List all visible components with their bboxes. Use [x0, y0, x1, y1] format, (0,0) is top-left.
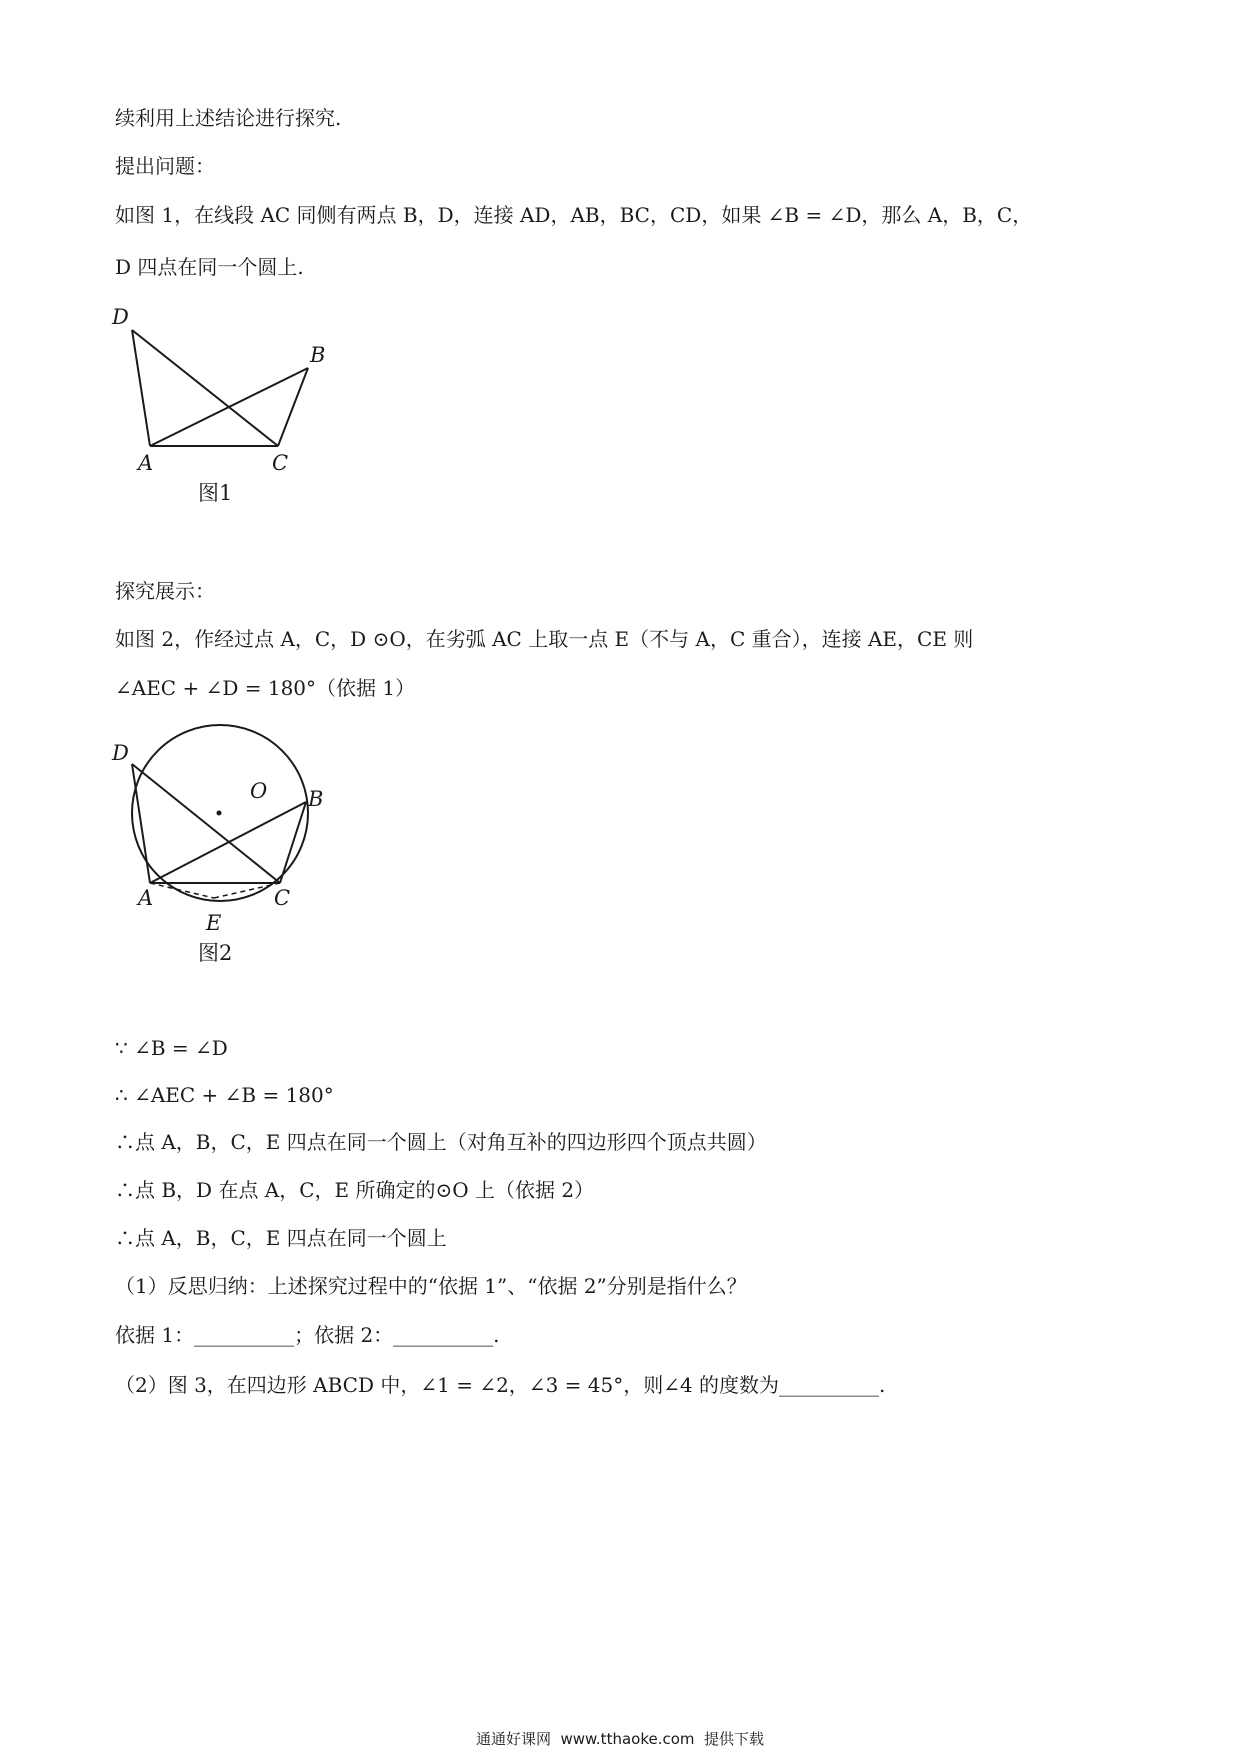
text-line-10: ∴点 A，B，C，E 四点在同一个圆上（对角互补的四边形四个顶点共圆）	[115, 1130, 767, 1154]
label-D: D	[112, 305, 129, 329]
segment-DA	[132, 764, 150, 883]
segment-AB	[150, 368, 308, 446]
label-A: A	[138, 451, 154, 475]
label-C: C	[274, 886, 291, 910]
text-line-13: （1）反思归纳：上述探究过程中的“依据 1”、“依据 2”分别是指什么？	[115, 1274, 747, 1298]
label-E: E	[206, 911, 222, 935]
text-line-9: ∴ ∠AEC + ∠B = 180°	[115, 1083, 334, 1107]
label-D: D	[112, 741, 129, 765]
text-line-14: 依据 1：__________；依据 2：__________.	[115, 1323, 500, 1347]
figure-2-svg	[110, 712, 350, 972]
label-C: C	[272, 451, 289, 475]
label-O: O	[250, 779, 268, 803]
text-line-7: ∠AEC + ∠D = 180°（依据 1）	[115, 676, 416, 700]
label-B: B	[308, 787, 324, 811]
label-B: B	[310, 343, 326, 367]
text-line-11: ∴点 B，D 在点 A，C，E 所确定的⊙O 上（依据 2）	[115, 1178, 595, 1202]
text-line-4: D 四点在同一个圆上.	[115, 255, 304, 279]
text-line-8: ∵ ∠B = ∠D	[115, 1036, 228, 1060]
figure-1	[110, 300, 350, 514]
figure-1-svg	[110, 300, 350, 510]
segment-DA	[132, 330, 150, 446]
segment-AB	[150, 802, 306, 883]
text-line-5: 探究展示：	[115, 579, 215, 603]
label-A: A	[138, 886, 154, 910]
text-line-6: 如图 2，作经过点 A，C，D ⊙O，在劣弧 AC 上取一点 E（不与 A，C 重合），连接 AE，CE 则	[115, 627, 974, 651]
text-line-1: 续利用上述结论进行探究.	[115, 106, 342, 130]
segment-AE	[150, 883, 214, 898]
figure-1-caption: 图1	[198, 481, 233, 505]
text-line-12: ∴点 A，B，C，E 四点在同一个圆上	[115, 1226, 447, 1250]
text-line-3: 如图 1，在线段 AC 同侧有两点 B，D，连接 AD，AB，BC，CD，如果 ∠B = ∠D，那么 A，B，C，	[115, 203, 1033, 227]
center-point-O	[217, 811, 222, 816]
figure-2-caption: 图2	[198, 941, 233, 965]
segment-DC	[132, 330, 278, 446]
text-line-15: （2）图 3，在四边形 ABCD 中，∠1 = ∠2，∠3 = 45°，则∠4 的度数为__________.	[115, 1373, 886, 1397]
page-footer: 通通好课网 www.tthaoke.com 提供下载	[475, 1730, 765, 1748]
figure-2	[110, 712, 350, 976]
text-line-2: 提出问题：	[115, 154, 215, 178]
